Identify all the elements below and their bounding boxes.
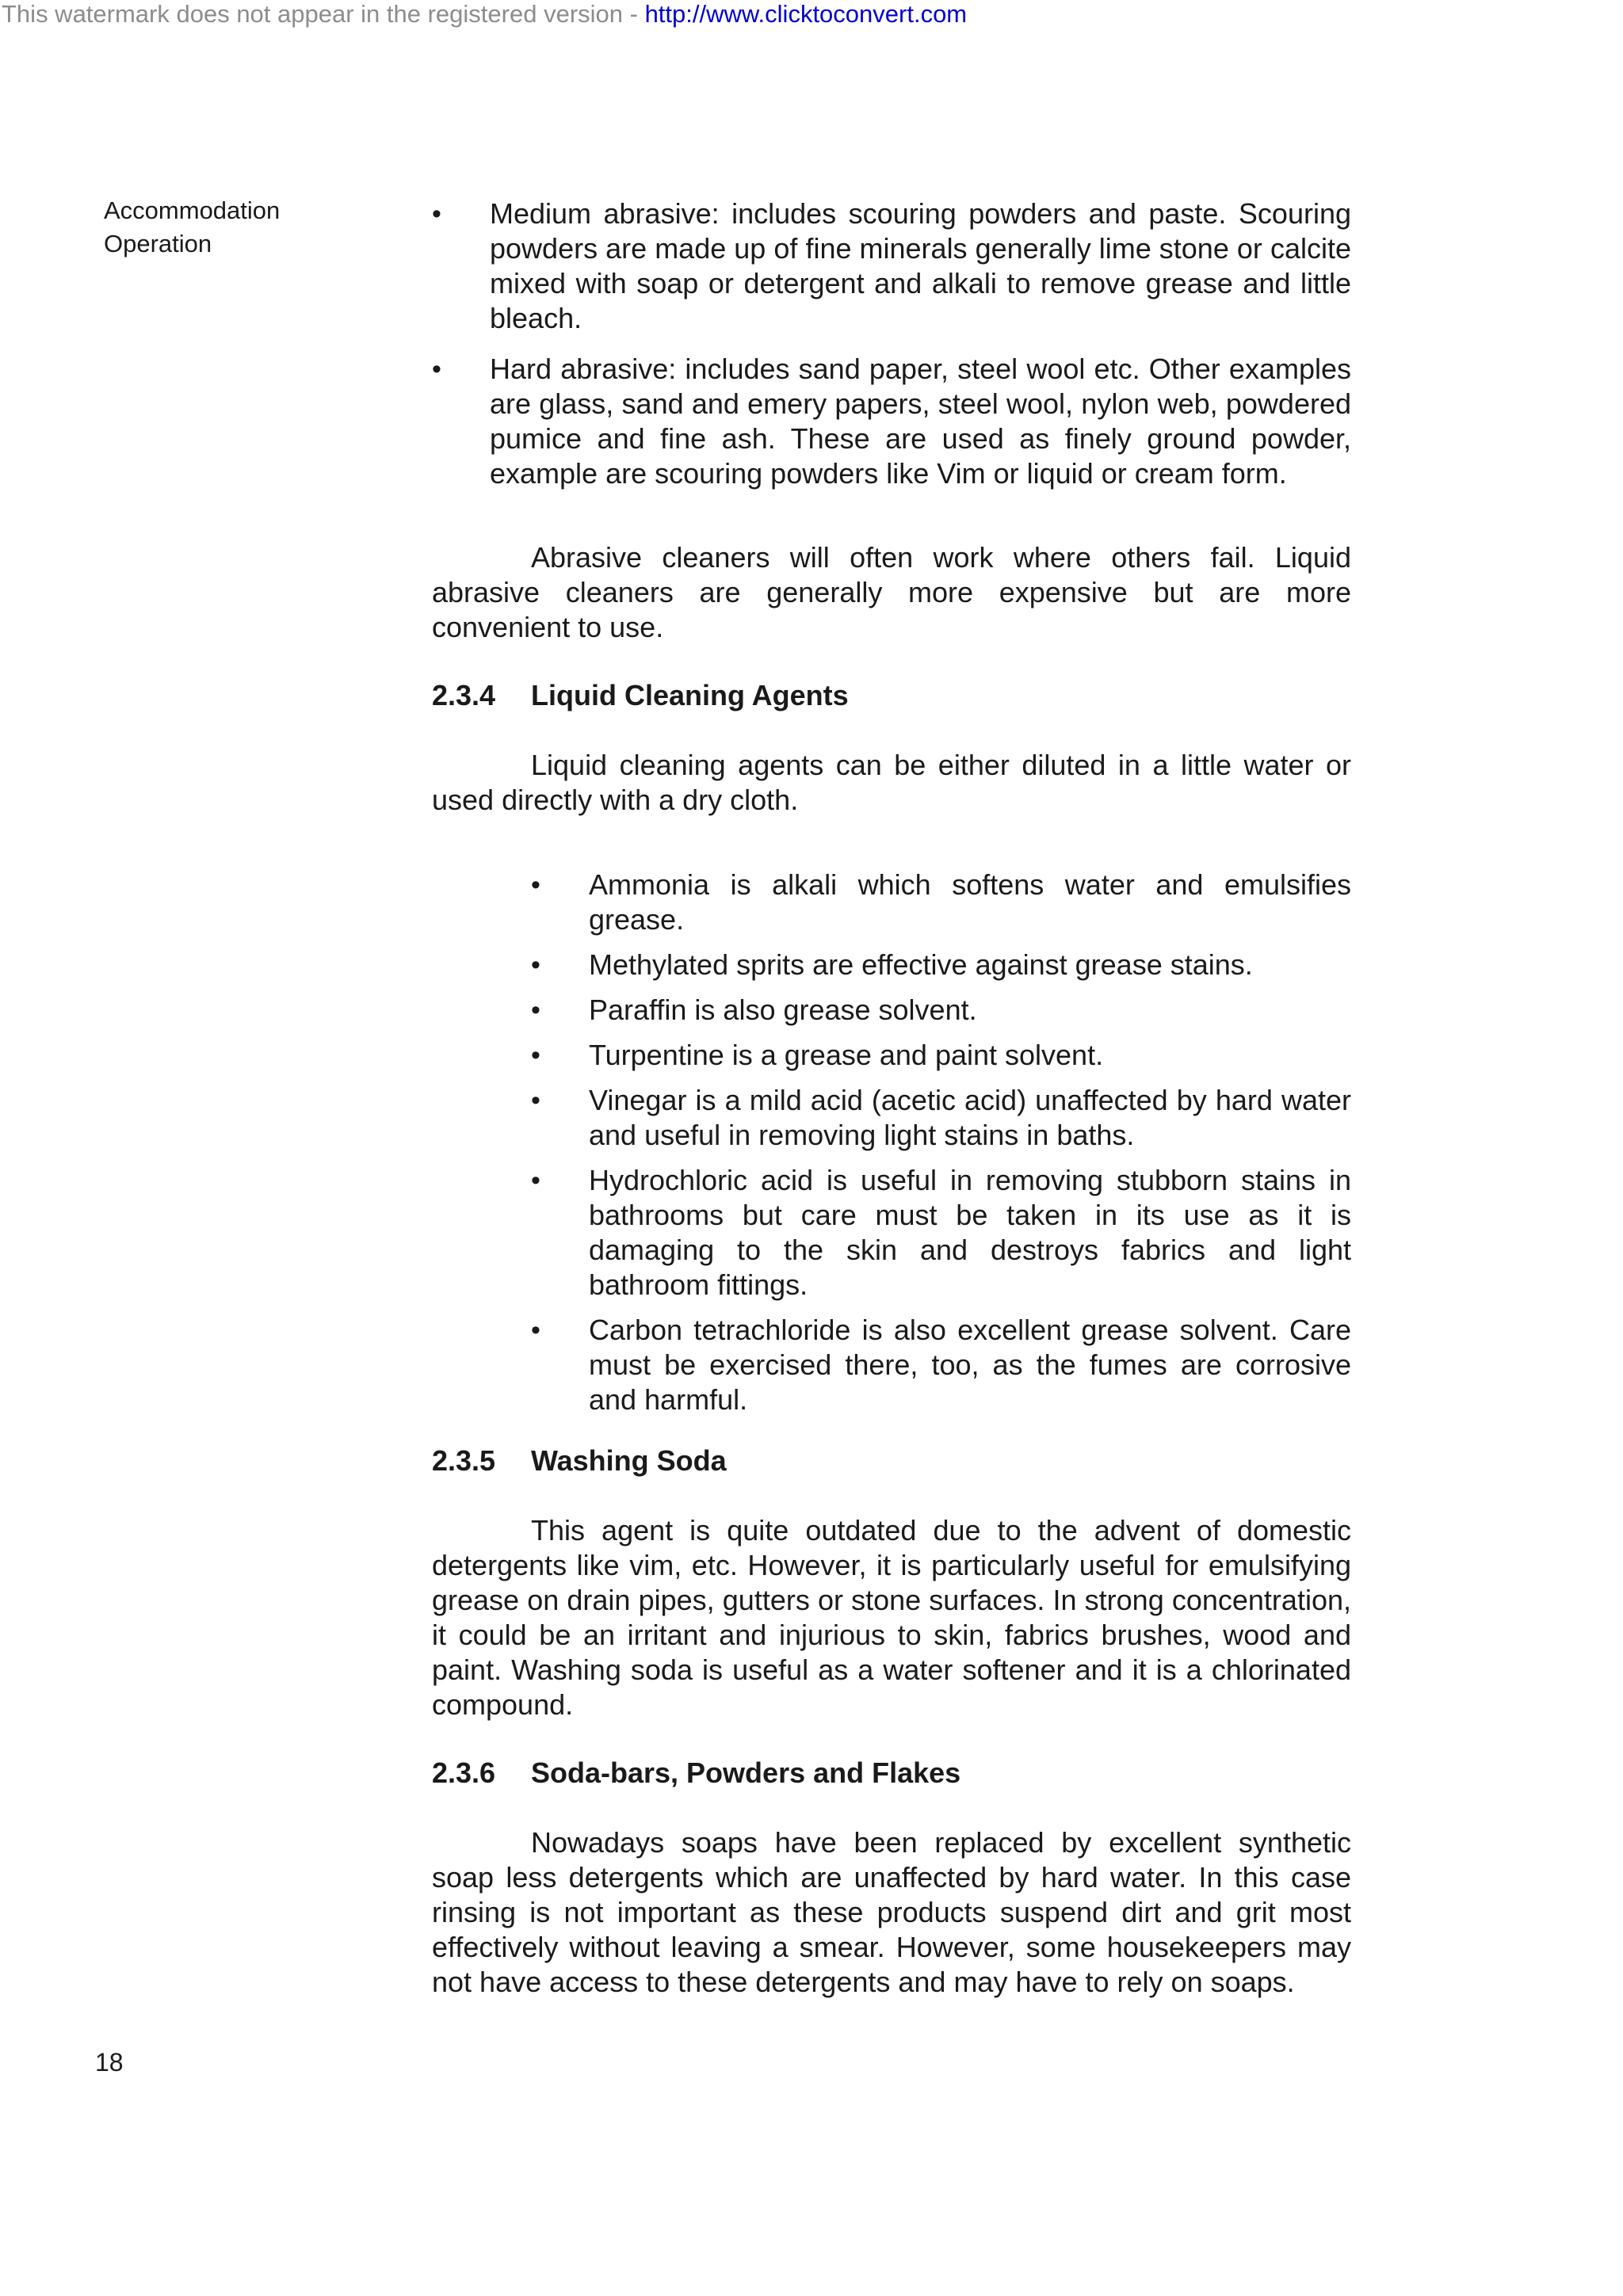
sidebar-line-1: Accommodation	[104, 196, 281, 224]
watermark	[2, 0, 967, 29]
watermark-text: This watermark does not appear in the registered version -	[2, 0, 645, 28]
abrasive-paragraph: Abrasive cleaners will often work where others fail. Liquid abrasive cleaners are generally more expensive but are more convenient to use.	[432, 541, 1351, 643]
sidebar-line-2: Operation	[104, 230, 212, 257]
section-heading-2-3-6	[432, 1756, 1351, 1791]
section-number: 2.3.4	[432, 679, 496, 711]
section-heading-2-3-4	[432, 678, 1351, 713]
section-number: 2.3.5	[432, 1444, 496, 1477]
list-item: • Medium abrasive: includes scouring powders and paste. Scouring powders are made up of fine minerals generally lime stone or calcite mixed with soap or detergent and alkali to remove grease and little bleach.	[432, 196, 1351, 336]
list-item: • Turpentine is a grease and paint solvent.	[531, 1038, 1351, 1073]
section-number: 2.3.6	[432, 1756, 496, 1789]
list-item: • Carbon tetrachloride is also excellent grease solvent. Care must be exercised there, too, as the fumes are corrosive and harmful.	[531, 1313, 1351, 1417]
liquid-agents-paragraph: Liquid cleaning agents can be either diluted in a little water or used directly with a dry cloth.	[432, 749, 1351, 816]
list-item: • Hydrochloric acid is useful in removing stubborn stains in bathrooms but care must be taken in its use as it is damaging to the skin and destroys fabrics and light bathroom fittings.	[531, 1163, 1351, 1302]
list-item: • Paraffin is also grease solvent.	[531, 993, 1351, 1028]
list-item: • Hard abrasive: includes sand paper, steel wool etc. Other examples are glass, sand and emery papers, steel wool, nylon web, powdered pumice and fine ash. These are used as finely ground powder, example are scouring powders like Vim or liquid or cream form.	[432, 352, 1351, 491]
list-item: • Vinegar is a mild acid (acetic acid) unaffected by hard water and useful in removing light stains in baths.	[531, 1083, 1351, 1153]
washing-soda-paragraph: This agent is quite outdated due to the advent of domestic detergents like vim, etc. However, it is particularly useful for emulsifying grease on drain pipes, gutters or stone surfaces. In strong concentration, it could be an irritant and injurious to skin, fabrics brushes, wood and paint. Washing soda is useful as a water softener and it is a chlorinated compound.	[432, 1514, 1351, 1721]
list-item: • Ammonia is alkali which softens water and emulsifies grease.	[531, 868, 1351, 937]
abrasive-bullet-list	[432, 196, 1351, 491]
main-content	[432, 196, 1351, 2000]
watermark-link[interactable]: http://www.clicktoconvert.com	[644, 0, 968, 28]
section-heading-2-3-5	[432, 1444, 1351, 1478]
section-title: Liquid Cleaning Agents	[531, 679, 849, 711]
section-title: Washing Soda	[531, 1444, 727, 1477]
page-number: 18	[95, 2048, 124, 2077]
section-title: Soda-bars, Powders and Flakes	[531, 1756, 961, 1789]
liquid-agents-bullet-list	[531, 868, 1351, 1417]
sidebar-course-title	[104, 194, 280, 261]
soda-bars-paragraph: Nowadays soaps have been replaced by excellent synthetic soap less detergents which are unaffected by hard water. In this case rinsing is not important as these products suspend dirt and grit most effectively without leaving a smear. However, some housekeepers may not have access to these detergents and may have to rely on soaps.	[432, 1826, 1351, 1998]
list-item: • Methylated sprits are effective against grease stains.	[531, 948, 1351, 982]
